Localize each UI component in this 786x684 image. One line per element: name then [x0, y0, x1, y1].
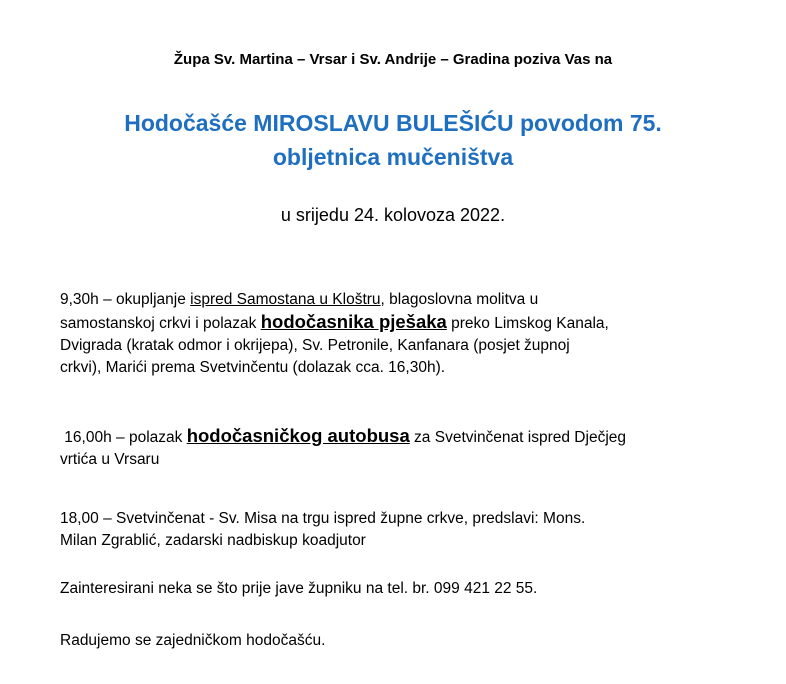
morning-text-b: samostanskoj crkvi i polazak: [60, 315, 261, 332]
program-item-bus-line-1: [60, 425, 750, 449]
event-date-text: u srijedu 24. kolovoza 2022.: [280, 205, 506, 225]
closing-line-text: Radujemo se zajedničkom hodočašću.: [60, 632, 326, 649]
morning-text-a: , blagoslovna molitva u: [380, 291, 539, 308]
morning-time-text: 9,30h – okupljanje: [60, 291, 191, 308]
program-item-bus-line-2: vrtića u Vrsaru: [60, 451, 160, 468]
program-item-morning-line-3: Dvigrada (kratak odmor i okrijepa), Sv. Petronile, Kanfanara (posjet župnoj: [60, 337, 570, 354]
program-item-morning-line-1: [60, 289, 750, 311]
bus-text-a: 16,00h – polazak: [60, 429, 187, 446]
invitation-header: [0, 50, 786, 70]
program-item-bus: [60, 425, 750, 471]
meeting-place-text: ispred Samostana u Kloštru: [190, 291, 381, 308]
program-item-mass: [60, 508, 750, 552]
walking-pilgrims-highlight: hodočasnika pješaka: [260, 311, 447, 332]
page-title: [0, 106, 786, 174]
contact-info: [60, 578, 750, 600]
program-item-morning: [60, 289, 750, 379]
pilgrim-bus-highlight: hodočasničkog autobusa: [186, 425, 410, 446]
program-item-mass-line-1: 18,00 – Svetvinčenat - Sv. Misa na trgu ispred župne crkve, predslavi: Mons.: [60, 510, 586, 527]
program-item-mass-line-2: Milan Zgrablić, zadarski nadbiskup koadjutor: [60, 532, 366, 549]
program-item-morning-line-4: crkvi), Marići prema Svetvinčentu (dolazak cca. 16,30h).: [60, 359, 446, 376]
page-title-line-2: obljetnica mučeništva: [272, 144, 514, 170]
event-date: [0, 203, 786, 227]
contact-info-text: Zainteresirani neka se što prije jave župniku na tel. br. 099 421 22 55.: [60, 580, 538, 597]
program-item-morning-line-2: [60, 311, 750, 335]
bus-text-b: za Svetvinčenat ispred Dječjeg: [409, 429, 627, 446]
closing-line: [60, 630, 750, 652]
invitation-header-text: Župa Sv. Martina – Vrsar i Sv. Andrije – Gradina poziva Vas na: [173, 51, 613, 68]
morning-text-c: preko Limskog Kanala,: [446, 315, 609, 332]
page-title-line-1: Hodočašće MIROSLAVU BULEŠIĆU povodom 75.: [124, 110, 662, 136]
